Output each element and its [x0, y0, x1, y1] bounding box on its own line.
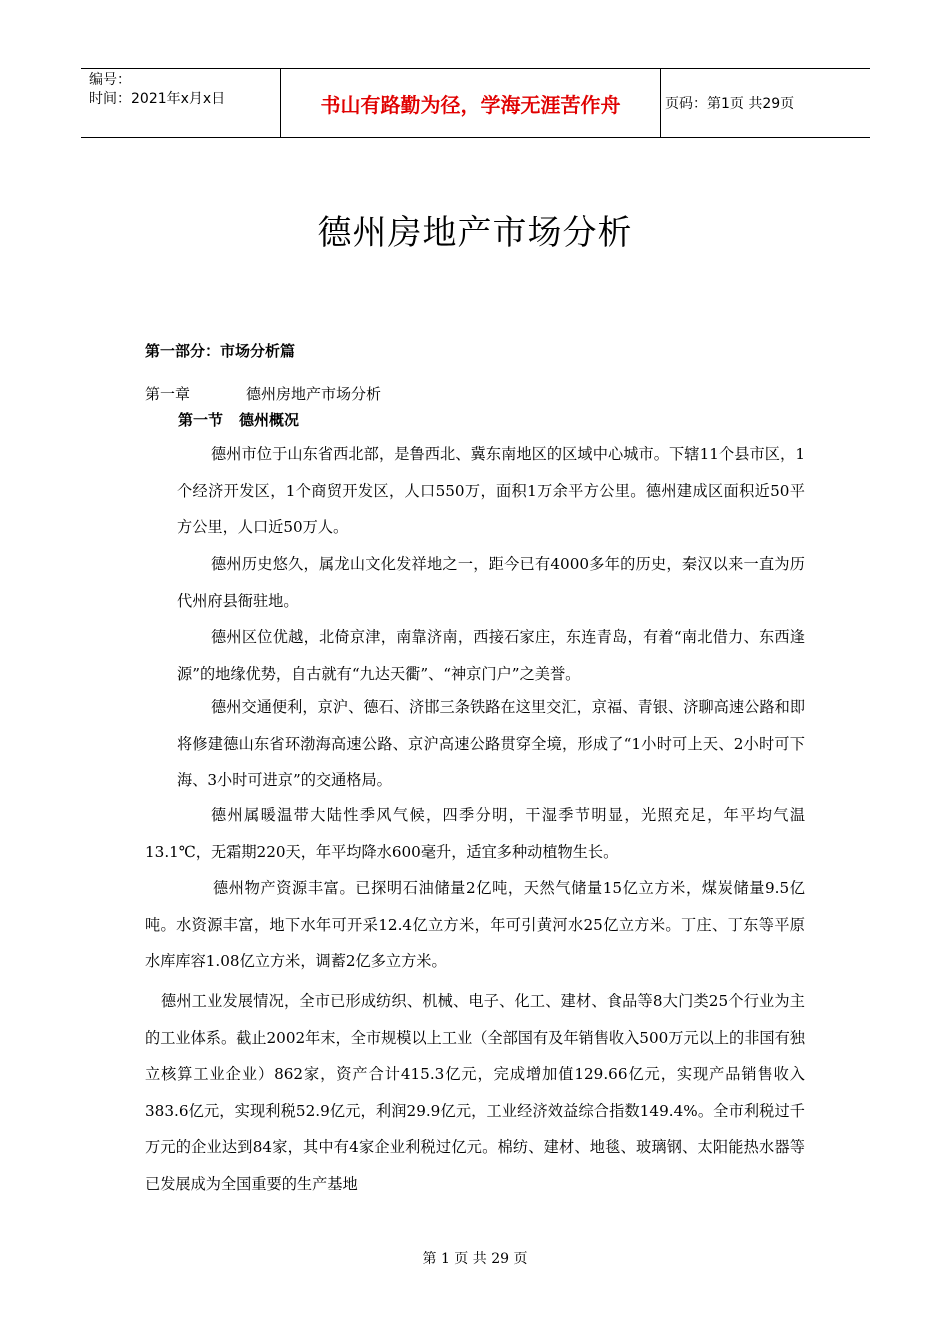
header-table [81, 68, 870, 138]
paragraph-transport: 德州交通便利，京沪、德石、济邯三条铁路在这里交汇，京福、青银、济聊高速公路和即将修建德山东省环渤海高速公路、京沪高速公路贯穿全境，形成了“1小时可上天、2小时可下海、3小时可进京”的交通格局。 [177, 698, 805, 789]
paragraph-resources: 德州物产资源丰富。已探明石油储量2亿吨，天然气储量15亿立方米，煤炭储量9.5亿吨。水资源丰富，地下水年可开采12.4亿立方米，年可引黄河水25亿立方米。丁庄、丁东等平原水库库容1.08亿立方米，调蓄2亿多立方米。 [145, 879, 805, 970]
paragraph-location: 德州市位于山东省西北部，是鲁西北、冀东南地区的区域中心城市。下辖11个县市区，1个经济开发区，1个商贸开发区，人口550万，面积1万余平方公里。德州建成区面积近50平方公里，人口近50万人。 [177, 445, 805, 536]
chapter-heading [145, 383, 382, 404]
document-number-label: 编号： [89, 72, 131, 88]
paragraph-history: 德州历史悠久，属龙山文化发祥地之一，距今已有4000多年的历史，秦汉以来一直为历代州府县衙驻地。 [177, 555, 805, 610]
document-time-label: 时间：2021年x月x日 [89, 91, 226, 107]
paragraph-region: 德州区位优越，北倚京津，南靠济南，西接石家庄，东连青岛，有着“南北借力、东西逢源”的地缘优势，自古就有“九达天衢”、“神京门户”之美誉。 [177, 628, 805, 683]
chapter-title: 德州房地产市场分析 [246, 385, 382, 403]
header-page-info: 页码：第1页 共29页 [665, 96, 795, 112]
section-title: 德州概况 [239, 411, 300, 429]
document-title: 德州房地产市场分析 [317, 213, 633, 253]
section-heading [178, 409, 299, 430]
part-heading: 第一部分：市场分析篇 [145, 342, 296, 360]
chapter-number: 第一章 [145, 385, 191, 403]
paragraph-industry: 德州工业发展情况，全市已形成纺织、机械、电子、化工、建材、食品等8大门类25个行业为主的工业体系。截止2002年末，全市规模以上工业（全部国有及年销售收入500万元以上的非国有独立核算工业企业）862家，资产合计415.3亿元，完成增加值129.66亿元，实现产品销售收入383.6亿元，实现利税52.9亿元，利润29.9亿元，工业经济效益综合指数149.4%。全市利税过千万元的企业达到84家，其中有4家企业利税过亿元。棉纺、建材、地毯、玻璃钢、太阳能热水器等已发展成为全国重要的生产基地 [145, 992, 805, 1193]
header-motto: 书山有路勤为径，学海无涯苦作舟 [281, 69, 661, 137]
paragraph-climate: 德州属暖温带大陆性季风气候，四季分明，干湿季节明显，光照充足，年平均气温13.1℃，无霜期220天，年平均降水600毫升，适宜多种动植物生长。 [145, 806, 805, 861]
section-number: 第一节 [178, 411, 224, 429]
header-meta-cell [81, 69, 281, 137]
page-footer: 第 1 页 共 29 页 [422, 1251, 528, 1267]
